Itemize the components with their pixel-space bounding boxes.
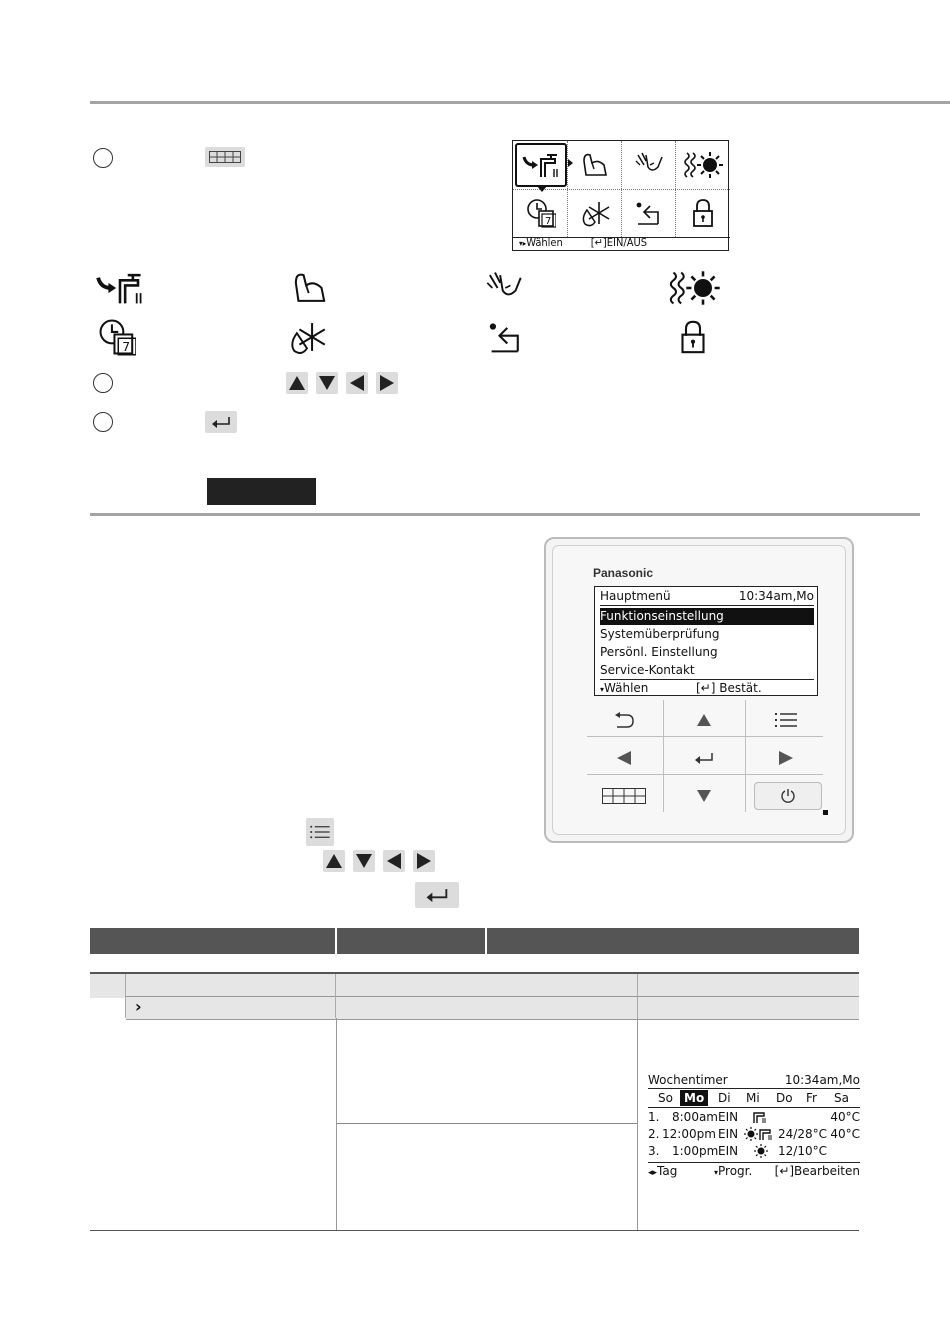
table-subsection-row	[126, 996, 859, 1020]
arrow-keys-icon	[286, 372, 400, 394]
day-mo[interactable]: Mo	[680, 1090, 708, 1106]
down-button[interactable]	[669, 780, 739, 812]
menu-item-2[interactable]: Systemüberprüfung	[600, 627, 720, 641]
menu-list-key-icon	[306, 818, 334, 846]
back-button[interactable]	[589, 704, 659, 736]
menu-item-1[interactable]: Funktionseinstellung	[600, 608, 814, 625]
step-2-circle	[93, 373, 113, 393]
middle-rule	[90, 513, 920, 516]
sun-tap-icon	[744, 1127, 776, 1141]
table-header-col-1	[90, 928, 335, 954]
defrost-icon[interactable]	[568, 190, 621, 236]
timer-time: 10:34am,Mo	[784, 1073, 860, 1087]
arrow-keys-icon	[323, 850, 437, 872]
timer-row-1: 1. 8:00am EIN 40°C	[648, 1110, 860, 1124]
weekly-timer-icon	[98, 318, 136, 356]
day-row	[648, 1090, 860, 1106]
back-icon[interactable]	[622, 190, 675, 236]
menu-item-3[interactable]: Persönl. Einstellung	[600, 645, 718, 659]
timer-row-3: 3. 1:00pm EIN 12/10°C	[648, 1144, 827, 1158]
heating-icon	[667, 270, 721, 306]
brand-logo: Panasonic	[593, 566, 654, 580]
enter-key-icon	[205, 411, 237, 433]
screen-title: Hauptmenü	[600, 589, 671, 603]
power-button[interactable]	[754, 782, 822, 810]
lock-icon[interactable]	[676, 190, 729, 236]
screen-time: 10:34am,Mo	[738, 589, 814, 603]
timer-title: Wochentimer	[648, 1073, 728, 1087]
heating-icon[interactable]	[676, 142, 729, 188]
table-header-col-3	[487, 928, 859, 954]
boost-icon	[290, 270, 330, 306]
enter-button[interactable]	[669, 742, 739, 774]
remote-controller	[544, 537, 854, 843]
menu-list-button[interactable]	[751, 704, 821, 736]
timer-footer: ◂▸Tag ▾Progr. [↵]Bearbeiten	[648, 1164, 860, 1178]
top-rule	[90, 101, 950, 104]
day-fr[interactable]: Fr	[806, 1091, 817, 1105]
step-1-circle	[93, 148, 113, 168]
step-3-circle	[93, 412, 113, 432]
sun-icon	[754, 1144, 768, 1158]
back-icon	[486, 320, 526, 354]
enter-key-icon	[415, 882, 459, 908]
remote-screen	[594, 586, 818, 696]
day-di[interactable]: Di	[718, 1091, 731, 1105]
defrost-icon	[286, 318, 328, 356]
svg-text:7: 7	[544, 216, 551, 227]
weekly-timer-icon[interactable]	[514, 190, 567, 236]
quick-menu-footer: ▾▸Wählen [↵]EIN/AUS	[519, 236, 648, 249]
svg-text:7: 7	[122, 338, 131, 354]
day-so[interactable]: So	[658, 1091, 673, 1105]
quick-menu-screen	[512, 140, 729, 251]
lock-icon	[679, 318, 707, 356]
quiet-icon	[484, 270, 524, 306]
subsection-marker: ›	[135, 997, 142, 1016]
menu-item-4[interactable]: Service-Kontakt	[600, 663, 695, 677]
status-led	[823, 810, 828, 815]
day-mi[interactable]: Mi	[746, 1091, 760, 1105]
tap-icon	[752, 1110, 768, 1124]
black-label-box	[207, 478, 316, 505]
day-sa[interactable]: Sa	[834, 1091, 849, 1105]
day-do[interactable]: Do	[776, 1091, 793, 1105]
table-header-col-2	[337, 928, 485, 954]
boost-icon[interactable]	[568, 142, 621, 188]
quick-menu-button[interactable]	[589, 780, 659, 812]
left-button[interactable]	[589, 742, 659, 774]
right-button[interactable]	[751, 742, 821, 774]
menu-key-icon	[205, 147, 245, 167]
table-bottom-rule	[90, 1230, 859, 1231]
quiet-icon[interactable]	[622, 142, 675, 188]
hot-water-icon[interactable]	[514, 142, 567, 188]
timer-row-2: 2. 12:00pm EIN 24/28°C 40°C	[648, 1127, 860, 1141]
screen-footer: ▾Wählen [↵] Bestät.	[600, 679, 814, 697]
hot-water-icon	[92, 270, 148, 306]
up-button[interactable]	[669, 704, 739, 736]
table-section-row	[90, 972, 859, 998]
